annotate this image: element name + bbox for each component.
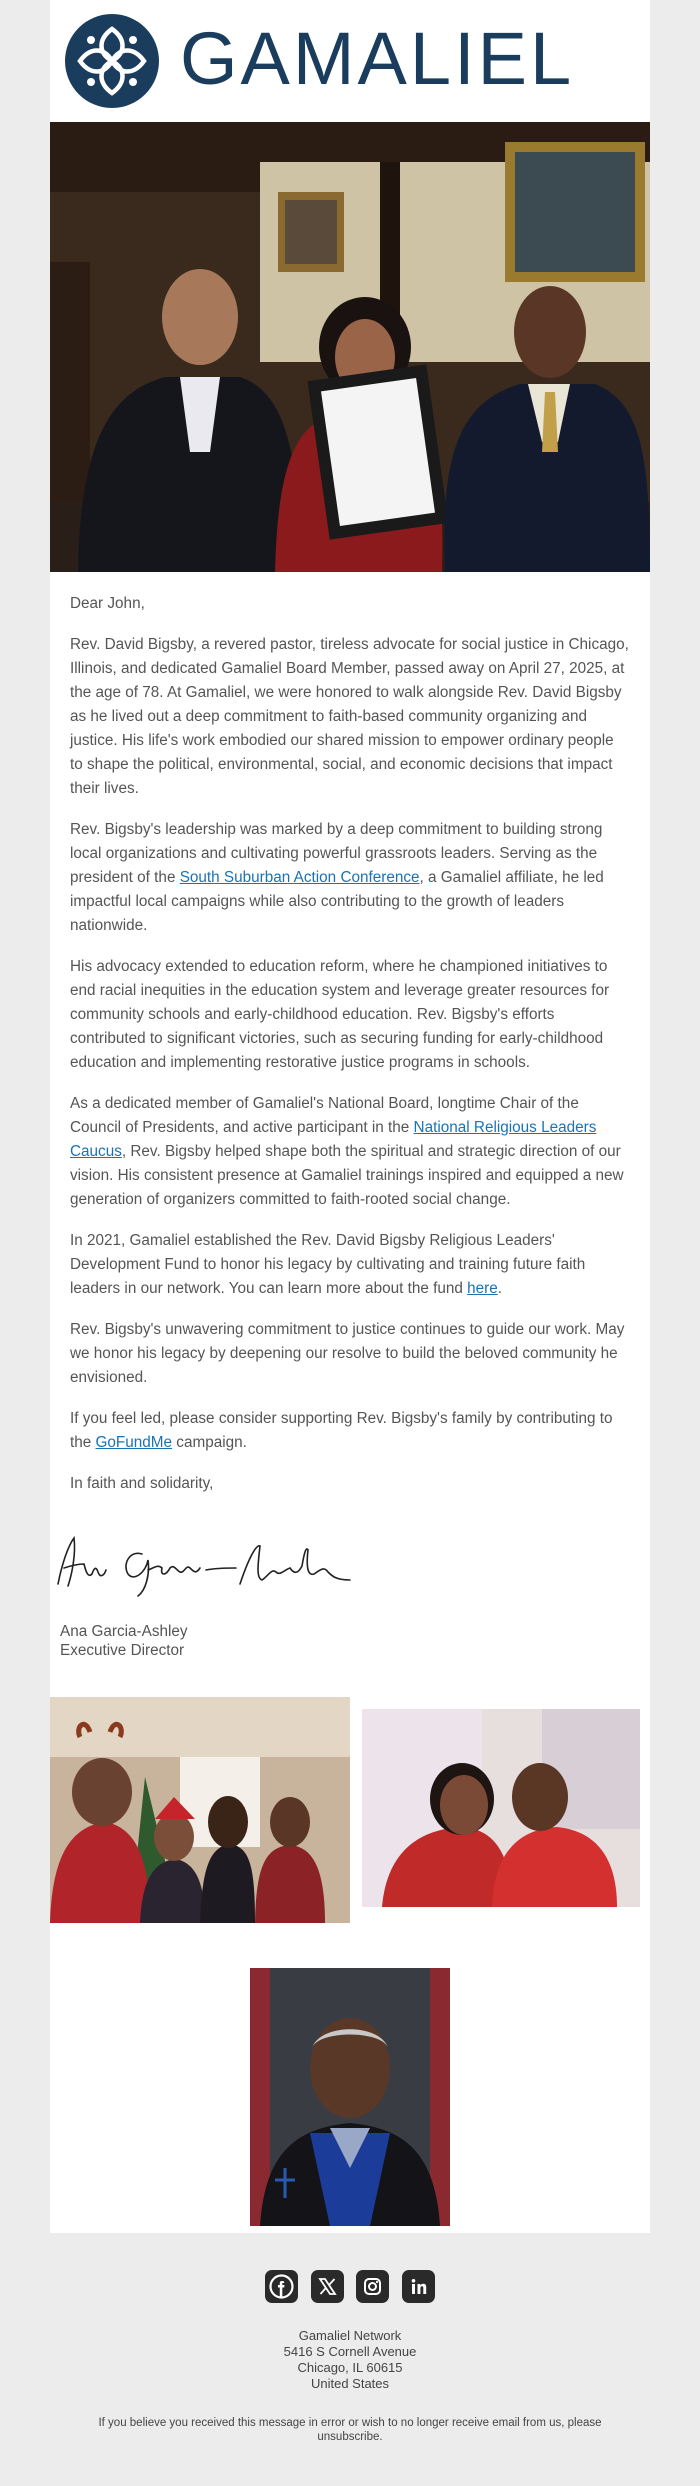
letter-body: [70, 592, 630, 1513]
linkedin-icon[interactable]: [402, 2270, 435, 2303]
family-holiday-illustration: [50, 1697, 350, 1923]
city-state-zip: Chicago, IL 60615: [297, 2360, 403, 2375]
couple-illustration: [362, 1709, 640, 1907]
hero-illustration: [50, 122, 650, 572]
email-container: [50, 0, 650, 2233]
brand-wordmark: GAMALIEL: [180, 17, 575, 100]
closing: In faith and solidarity,: [70, 1475, 214, 1492]
south-suburban-action-conference-link[interactable]: South Suburban Action Conference: [179, 869, 420, 886]
couple-photo: [362, 1709, 640, 1907]
paragraph-5: In 2021, Gamaliel established the Rev. David Bigsby Religious Leaders' Development Fund to honor his legacy by cultivating and training future faith leaders in our network. You can learn more about the fund here.: [70, 1232, 586, 1297]
country: United States: [310, 2376, 390, 2391]
org-name: Gamaliel Network: [298, 2328, 402, 2343]
paragraph-4: As a dedicated member of Gamaliel's National Board, longtime Chair of the Council of Presidents, and active participant in the National Religious Leaders Caucus, Rev. Bigsby helped shape both the spiritual and strategic direction of our vision. His consistent presence at Gamaliel trainings inspired and equipped a new generation of organizers committed to faith-rooted social change.: [70, 1095, 624, 1208]
paragraph-6: Rev. Bigsby's unwavering commitment to justice continues to guide our work. May we honor his legacy by deepening our resolve to build the beloved community he envisioned.: [70, 1321, 625, 1386]
paragraph-2: Rev. Bigsby's leadership was marked by a deep commitment to building strong local organizations and cultivating powerful grassroots leaders. Serving as the president of the South Suburban Action Conference, a Gamaliel affiliate, he led impactful local campaigns while also contributing to the growth of leaders nationwide.: [70, 821, 604, 934]
fund-here-link[interactable]: here: [467, 1280, 498, 1297]
paragraph-3: His advocacy extended to education reform, where he championed initiatives to end racial inequities in the education system and leverage greater resources for community schools and early-childhood education. Rev. Bigsby's efforts contributed to significant victories, such as securing funding for early-childhood education and implementing restorative justice programs in schools.: [70, 958, 610, 1071]
portrait-illustration: [250, 1968, 450, 2226]
footer-address: [0, 2328, 700, 2392]
greeting: Dear John,: [70, 595, 145, 612]
signer-name: Ana Garcia-Ashley: [60, 1623, 188, 1640]
rev-bigsby-portrait: [250, 1968, 450, 2226]
unsubscribe-notice[interactable]: If you believe you received this message in error or wish to no longer receive email from us, please unsubscribe.: [98, 2417, 602, 2443]
hero-photo: [50, 122, 650, 572]
signature-block: [60, 1622, 188, 1660]
paragraph-1: Rev. David Bigsby, a revered pastor, tireless advocate for social justice in Chicago, Illinois, and dedicated Gamaliel Board Member, passed away on April 27, 2025, at the age of 78. At Gamaliel, we were honored to walk alongside Rev. David Bigsby as he lived out a deep commitment to faith-based community organizing and justice. His life's work embodied our shared mission to empower ordinary people to shape the political, environmental, social, and economic decisions that impact their lives.: [70, 636, 629, 797]
gofundme-link[interactable]: GoFundMe: [95, 1434, 173, 1451]
x-icon[interactable]: [311, 2270, 344, 2303]
header: [50, 0, 650, 122]
signer-title: Executive Director: [60, 1642, 185, 1659]
national-religious-leaders-caucus-link[interactable]: National Religious Leaders Caucus: [70, 1119, 597, 1160]
social-links: [0, 2270, 700, 2306]
gamaliel-logo-icon: [64, 13, 160, 109]
facebook-icon[interactable]: [265, 2270, 298, 2303]
street-address: 5416 S Cornell Avenue: [283, 2344, 417, 2359]
instagram-icon[interactable]: [356, 2270, 389, 2303]
family-holiday-photo: [50, 1697, 350, 1923]
paragraph-7: If you feel led, please consider supporting Rev. Bigsby's family by contributing to the GoFundMe campaign.: [70, 1410, 613, 1451]
handwritten-signature: [50, 1524, 370, 1604]
